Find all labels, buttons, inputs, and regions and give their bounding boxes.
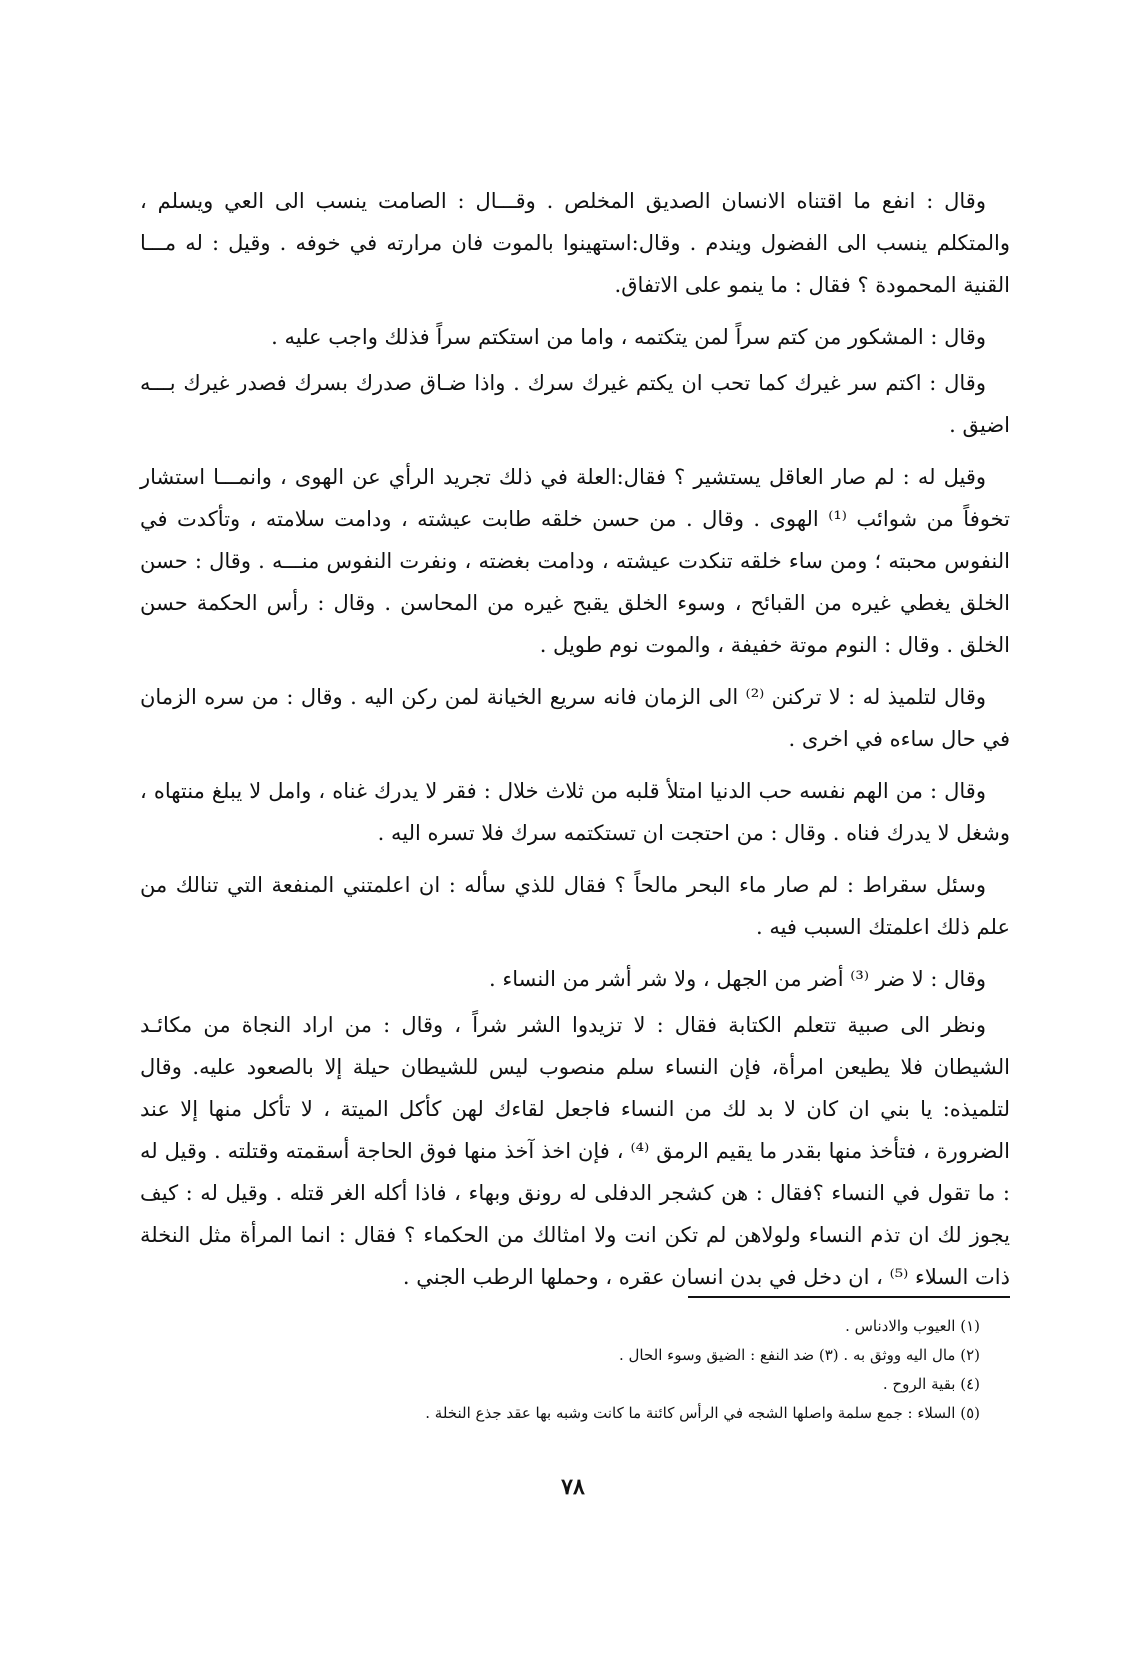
footnote: (٢) مال اليه ووثق به . (٣) ضد النفع : الضيق وسوء الحال . bbox=[618, 1346, 980, 1364]
paragraph: وقال : انفع ما اقتناه الانسان الصديق المخلص . وقـــال : الصامت ينسب الى العي ويسلم ، والمتكلم ينسب الى الفضول ويندم . وقال:استهينوا بالموت فان مرارته في خوفه . وقيل : له مـــا القنية المحمودة ؟ فقال : ما ينمو على الاتفاق. bbox=[140, 189, 1010, 297]
paragraph: وقال : من الهم نفسه حب الدنيا امتلأ قلبه من ثلاث خلال : فقر لا يدرك غناه ، وامل لا يبلغ منتهاه ، وشغل لا يدرك فناه . وقال : من احتجت ان تستكتمه سرك فلا تسره اليه . bbox=[140, 779, 1010, 845]
paragraph: وقال : اكتم سر غيرك كما تحب ان يكتم غيرك سرك . واذا ضـاق صدرك بسرك فصدر غيرك بـــه اضيق . bbox=[140, 371, 1010, 437]
paragraph: ونظر الى صبية تتعلم الكتابة فقال : لا تزيدوا الشر شراً ، وقال : من اراد النجاة من مكائـد الشيطان فلا يطيعن امرأة، فإن النساء سلم منصوب ليس للشيطان حيلة إلا بالصعود عليه. وقال لتلميذه: يا بني ان كان لا بد لك من النساء فاجعل لقاءك لهن كأكل الميتة ، لا تأكل منها إلا عند الضرورة ، فتأخذ منها بقدر ما يقيم الرمق ⁽⁴⁾ ، فإن اخذ آخذ منها فوق الحاجة أسقمته وقتلته . وقيل له : ما تقول في النساء ؟فقال : هن كشجر الدفلى له رونق وبهاء ، فاذا أكله الغر قتله . وقيل له : كيف يجوز لك ان تذم النساء ولولاهن لم تكن انت ولا امثالك من الحكماء ؟ فقال : انما المرأة مثل النخلة ذات السلاء ⁽⁵⁾ ، ان دخل في بدن انسان عقره ، وحملها الرطب الجني . bbox=[140, 1013, 1010, 1289]
footnote: (١) العيوب والادناس . bbox=[845, 1317, 980, 1335]
footnotes bbox=[340, 1312, 980, 1428]
footnote: (٤) بقية الروح . bbox=[882, 1375, 980, 1393]
footnote: (٥) السلاء : جمع سلمة واصلها الشجه في الرأس كائنة ما كانت وشبه بها عقد جذع النخلة . bbox=[425, 1404, 980, 1422]
paragraph: وقيل له : لم صار العاقل يستشير ؟ فقال:العلة في ذلك تجريد الرأي عن الهوى ، وانمـــا استشار تخوفاً من شوائب ⁽¹⁾ الهوى . وقال . من حسن خلقه طابت عيشته ، ودامت سلامته ، وتأكدت في النفوس محبته ؛ ومن ساء خلقه تنكدت عيشته ، ودامت بغضته ، ونفرت النفوس منـــه . وقال : حسن الخلق يغطي غيره من القبائح ، وسوء الخلق يقبح غيره من المحاسن . وقال : رأس الحكمة حسن الخلق . وقال : النوم موتة خفيفة ، والموت نوم طويل . bbox=[140, 465, 1010, 657]
footnote-divider bbox=[688, 1296, 1010, 1298]
body-text bbox=[140, 180, 1010, 1308]
paragraph: وسئل سقراط : لم صار ماء البحر مالحاً ؟ فقال للذي سأله : ان اعلمتني المنفعة التي تنالك من علم ذلك اعلمتك السبب فيه . bbox=[140, 873, 1010, 939]
paragraph: وقال : المشكور من كتم سراً لمن يتكتمه ، واما من استكتم سراً فذلك واجب عليه . bbox=[271, 325, 986, 349]
page-number: ٧٨ bbox=[561, 1474, 585, 1500]
paragraph: وقال : لا ضر ⁽³⁾ أضر من الجهل ، ولا شر أشر من النساء . bbox=[489, 967, 986, 991]
paragraph: وقال لتلميذ له : لا تركنن ⁽²⁾ الى الزمان فانه سريع الخيانة لمن ركن اليه . وقال : من سره الزمان في حال ساءه في اخرى . bbox=[140, 685, 1010, 751]
